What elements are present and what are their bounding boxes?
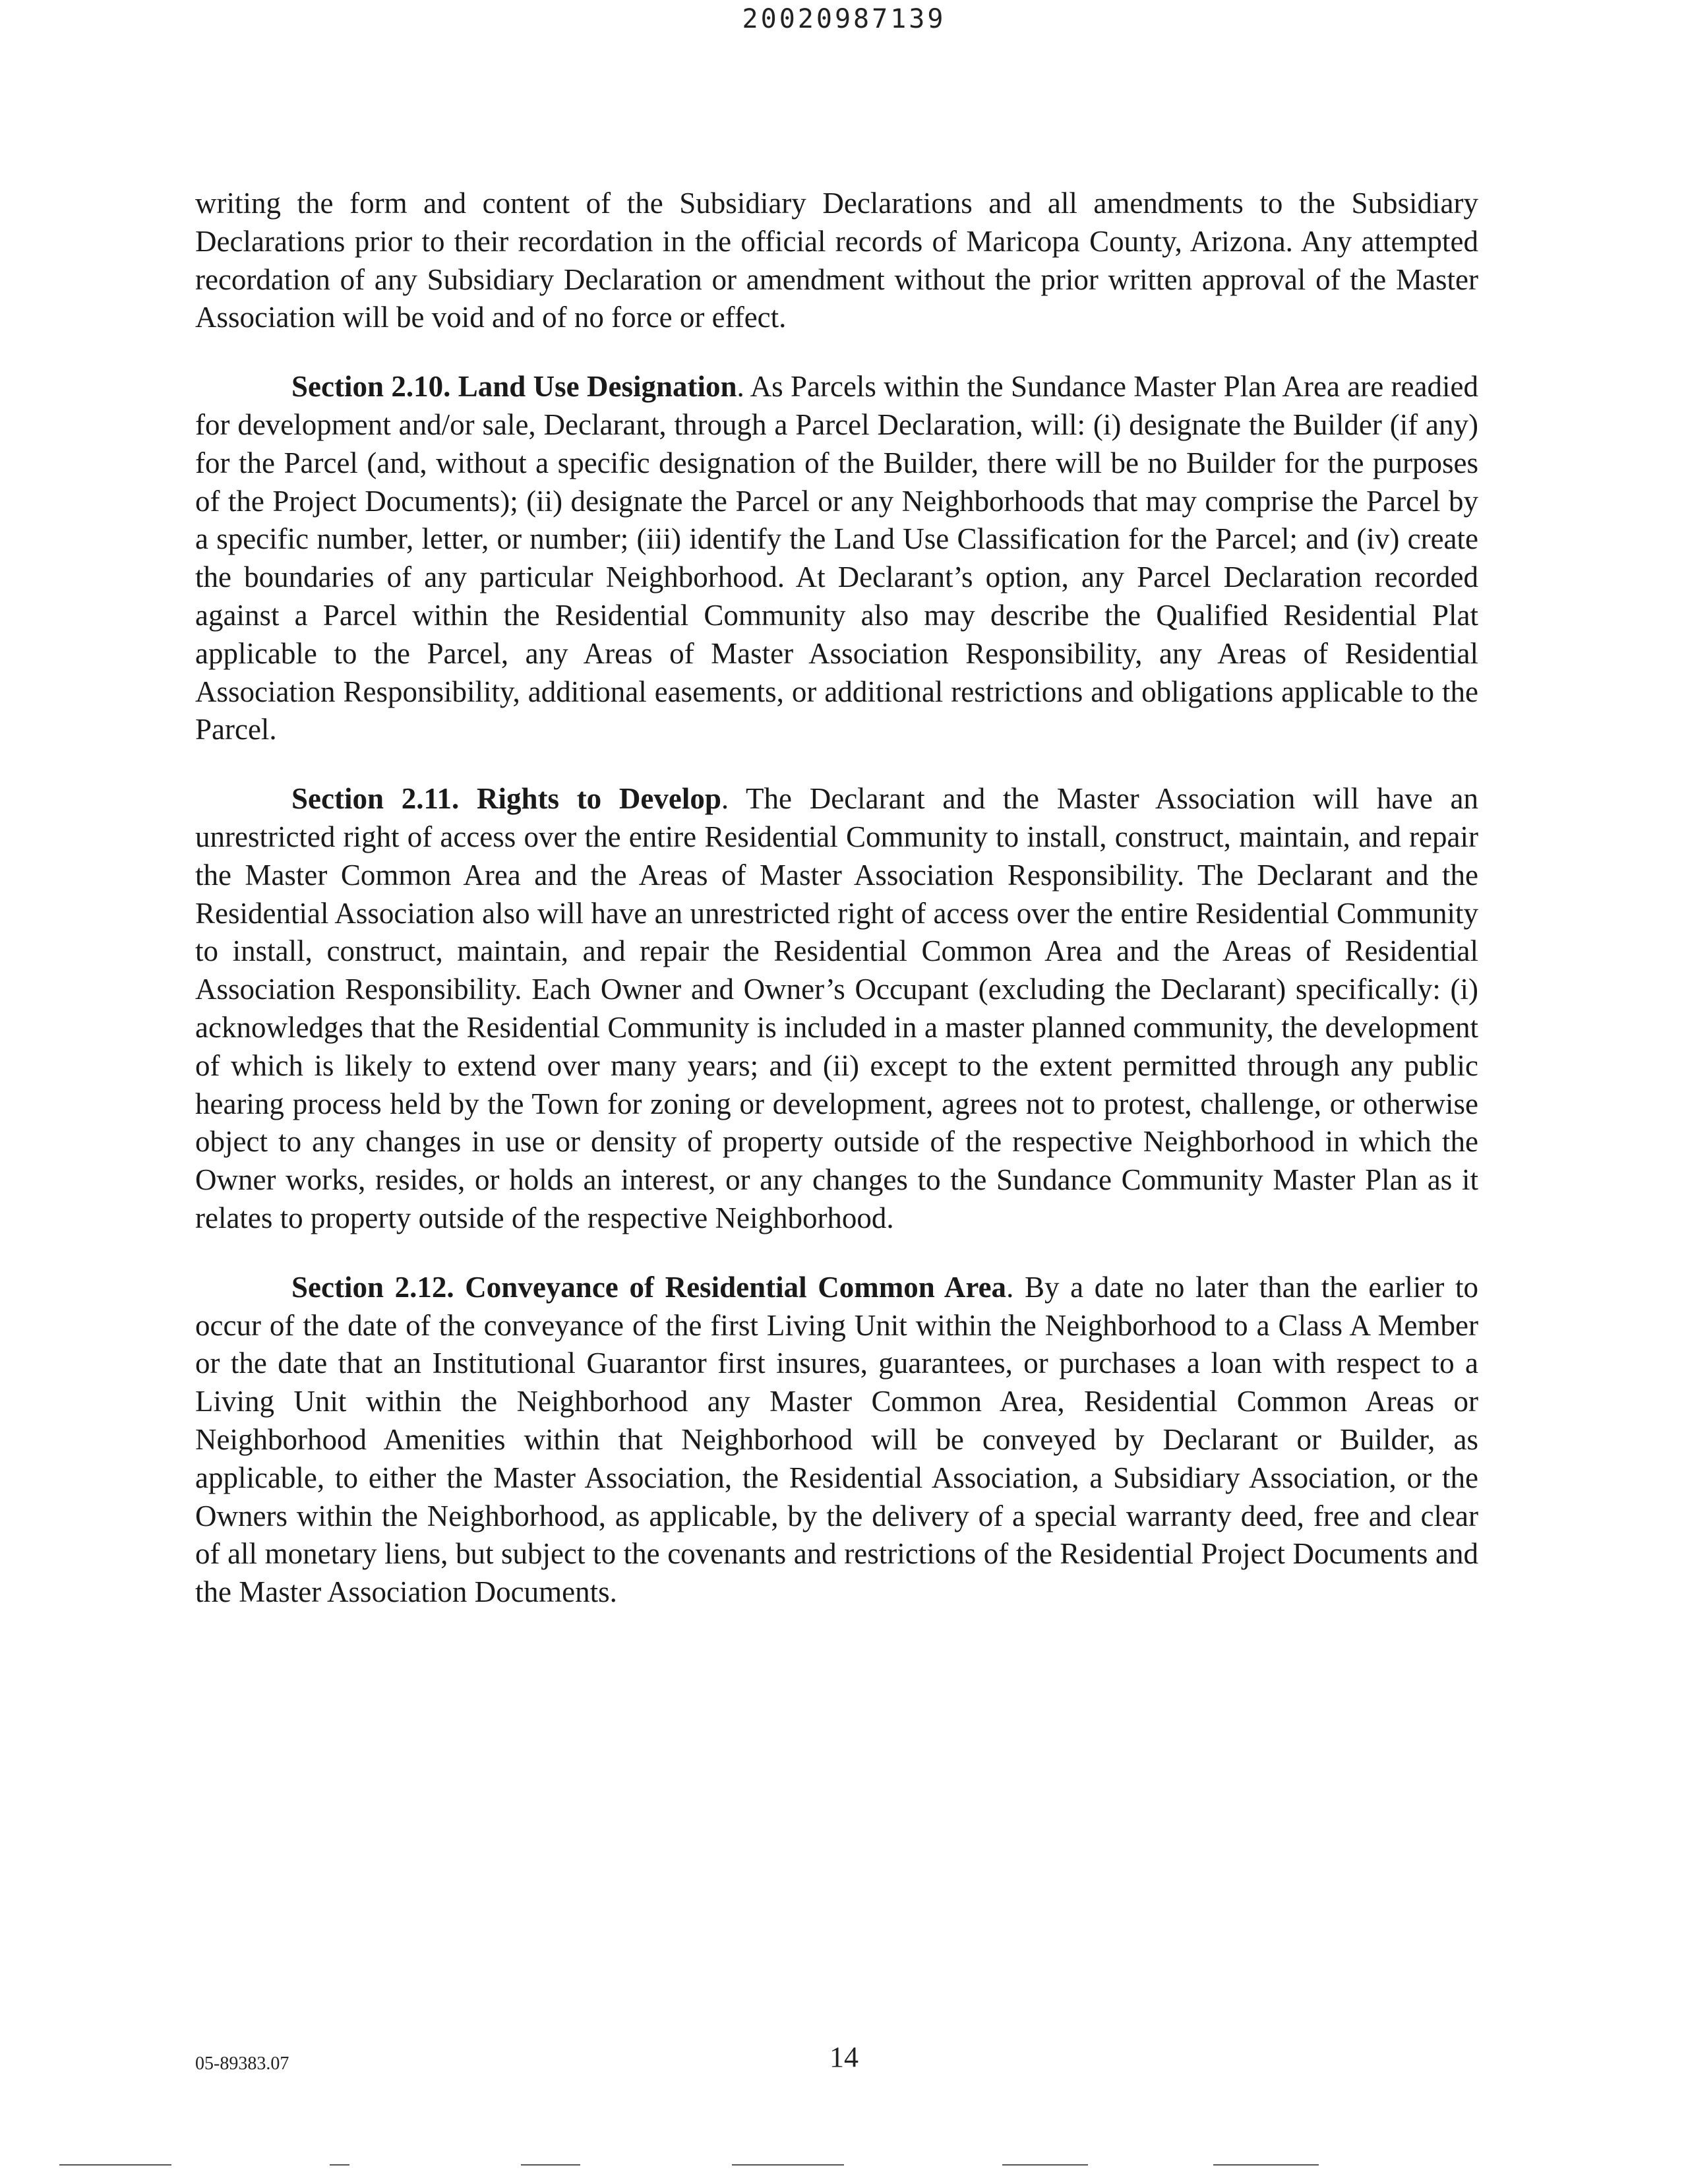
scan-artifact-marks <box>0 2164 1688 2168</box>
paragraph-text: . By a date no later than the earlier to occur of the date of the conveyance of the first Living Unit within the Neighborhood to a Class A Member or the date that an Institutional Guarantor first insures, guarantees, or purchases a loan with respect to a Living Unit within the Neighborhood any Master Common Area, Residential Common Areas or Neighborhood Amenities within that Neighborhood will be conveyed by Declarant or Builder, as applicable, to either the Master Association, the Residential Association, a Subsidiary Association, or the Owners within the Neighborhood, as applicable, by the delivery of a special warranty deed, free and clear of all monetary liens, but subject to the covenants and restrictions of the Residential Project Documents and the Master Association Documents. <box>195 1270 1478 1609</box>
section-heading: Section 2.11. Rights to Develop <box>291 782 721 816</box>
document-body <box>195 185 1478 1643</box>
document-number: 20020987139 <box>742 4 946 34</box>
footer-doc-code: 05-89383.07 <box>195 2053 289 2074</box>
section-2-12 <box>195 1269 1478 1612</box>
page-number: 14 <box>829 2041 859 2073</box>
section-2-10 <box>195 368 1478 749</box>
section-heading: Section 2.10. Land Use Designation <box>291 370 737 404</box>
paragraph-continuation <box>195 185 1478 337</box>
paragraph-text: . The Declarant and the Master Association will have an unrestricted right of access over the entire Residential Community to install, construct, maintain, and repair the Master Common Area and the Areas of Master Association Responsibility. The Declarant and the Residential Association also will have an unrestricted right of access over the entire Residential Community to install, construct, maintain, and repair the Residential Common Area and the Areas of Residential Association Responsibility. Each Owner and Owner’s Occupant (excluding the Declarant) specifically: (i) acknowledges that the Residential Community is included in a master planned community, the development of which is likely to extend over many years; and (ii) except to the extent permitted through any public hearing process held by the Town for zoning or development, agrees not to protest, challenge, or otherwise object to any changes in use or density of property outside of the respective Neighborhood in which the Owner works, resides, or holds an interest, or any changes to the Sundance Community Master Plan as it relates to property outside of the respective Neighborhood. <box>195 782 1478 1234</box>
paragraph-text: . As Parcels within the Sundance Master Plan Area are readied for development and/or sale, Declarant, through a Parcel Declaration, will: (i) designate the Builder (if any) for the Parcel (and, without a specific designation of the Builder, there will be no Builder for the purposes of the Project Documents); (ii) designate the Parcel or any Neighborhoods that may comprise the Parcel by a specific number, letter, or number; (iii) identify the Land Use Classification for the Parcel; and (iv) create the boundaries of any particular Neighborhood. At Declarant’s option, any Parcel Declaration recorded against a Parcel within the Residential Community also may describe the Qualified Residential Plat applicable to the Parcel, any Areas of Master Association Responsibility, any Areas of Residential Association Responsibility, additional easements, or additional restrictions and obligations applicable to the Parcel. <box>195 370 1478 746</box>
section-heading: Section 2.12. Conveyance of Residential Common Area <box>291 1270 1007 1304</box>
paragraph-text: writing the form and content of the Subsidiary Declarations and all amendments to the Subsidiary Declarations prior to their recordation in the official records of Maricopa County, Arizona. Any attempted recordation of any Subsidiary Declaration or amendment without the prior written approval of the Master Association will be void and of no force or effect. <box>195 187 1478 334</box>
section-2-11 <box>195 780 1478 1238</box>
